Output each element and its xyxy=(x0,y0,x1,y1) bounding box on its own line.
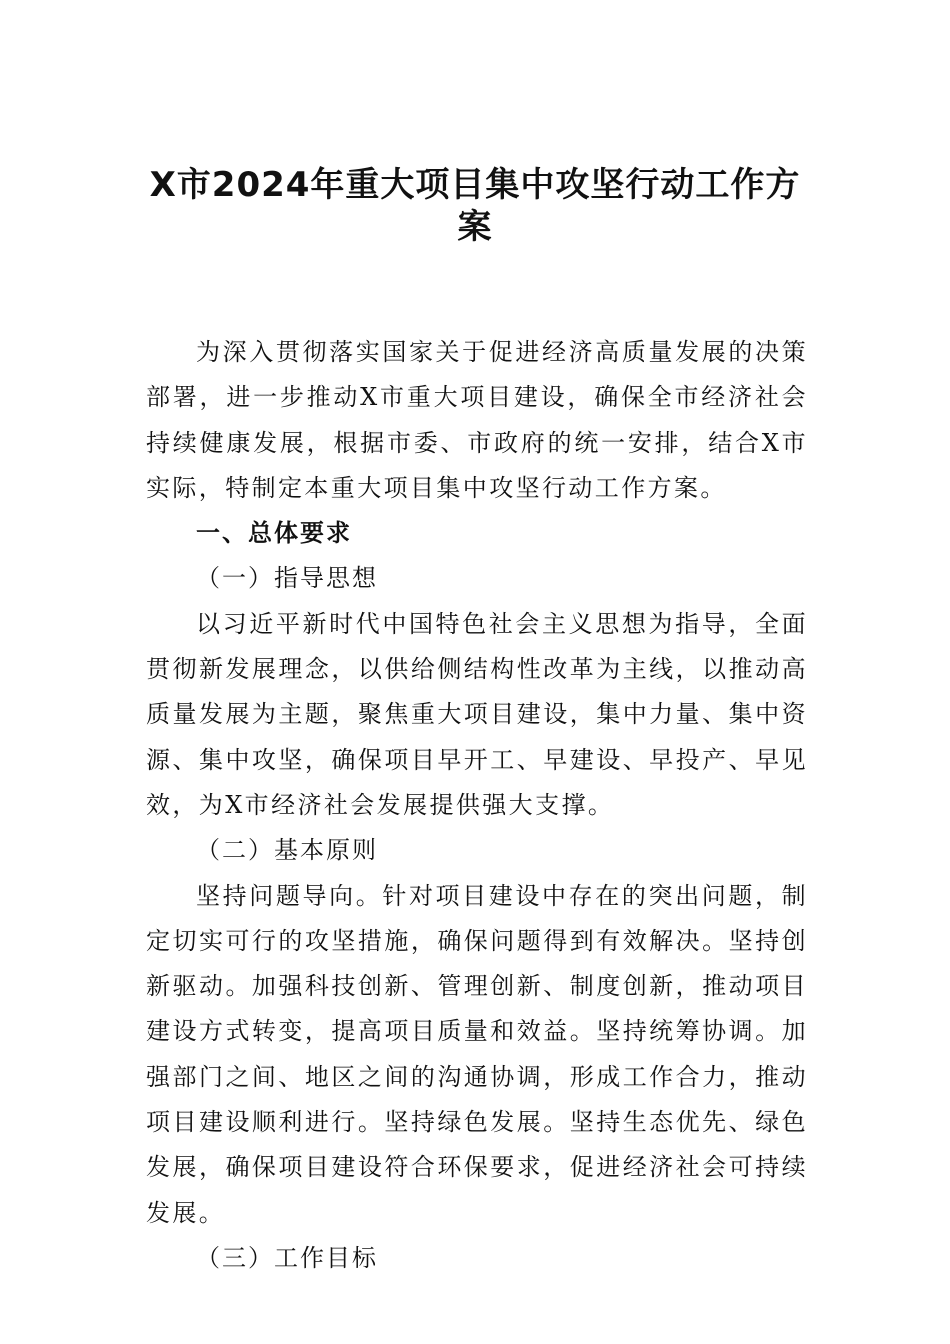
intro-paragraph: 为深入贯彻落实国家关于促进经济高质量发展的决策部署，进一步推动X市重大项目建设，确保全市经济社会持续健康发展，根据市委、市政府的统一安排，结合X市实际，特制定本重大项目集中攻坚行动工作方案。 xyxy=(146,338,808,502)
subsection-heading-work-goals: （三）工作目标 xyxy=(196,1243,378,1272)
section-heading-general-requirements: 一、总体要求 xyxy=(196,519,352,548)
document-title-line2: 案 xyxy=(457,207,493,247)
basic-principles-paragraph: 坚持问题导向。针对项目建设中存在的突出问题，制定切实可行的攻坚措施，确保问题得到有效解决。坚持创新驱动。加强科技创新、管理创新、制度创新，推动项目建设方式转变，提高项目质量和效益。坚持统筹协调。加强部门之间、地区之间的沟通协调，形成工作合力，推动项目建设顺利进行。坚持绿色发展。坚持生态优先、绿色发展，确保项目建设符合环保要求，促进经济社会可持续发展。 xyxy=(146,881,808,1227)
document-title-line1: X市2024年重大项目集中攻坚行动工作方 xyxy=(149,165,801,205)
subsection-heading-basic-principles: （二）基本原则 xyxy=(196,836,378,865)
guiding-ideology-paragraph: 以习近平新时代中国特色社会主义思想为指导，全面贯彻新发展理念，以供给侧结构性改革为主线，以推动高质量发展为主题，聚焦重大项目建设，集中力量、集中资源、集中攻坚，确保项目早开工、早建设、早投产、早见效，为X市经济社会发展提供强大支撑。 xyxy=(146,609,808,819)
subsection-heading-guiding-ideology: （一）指导思想 xyxy=(196,564,378,593)
document-body xyxy=(146,330,808,1281)
